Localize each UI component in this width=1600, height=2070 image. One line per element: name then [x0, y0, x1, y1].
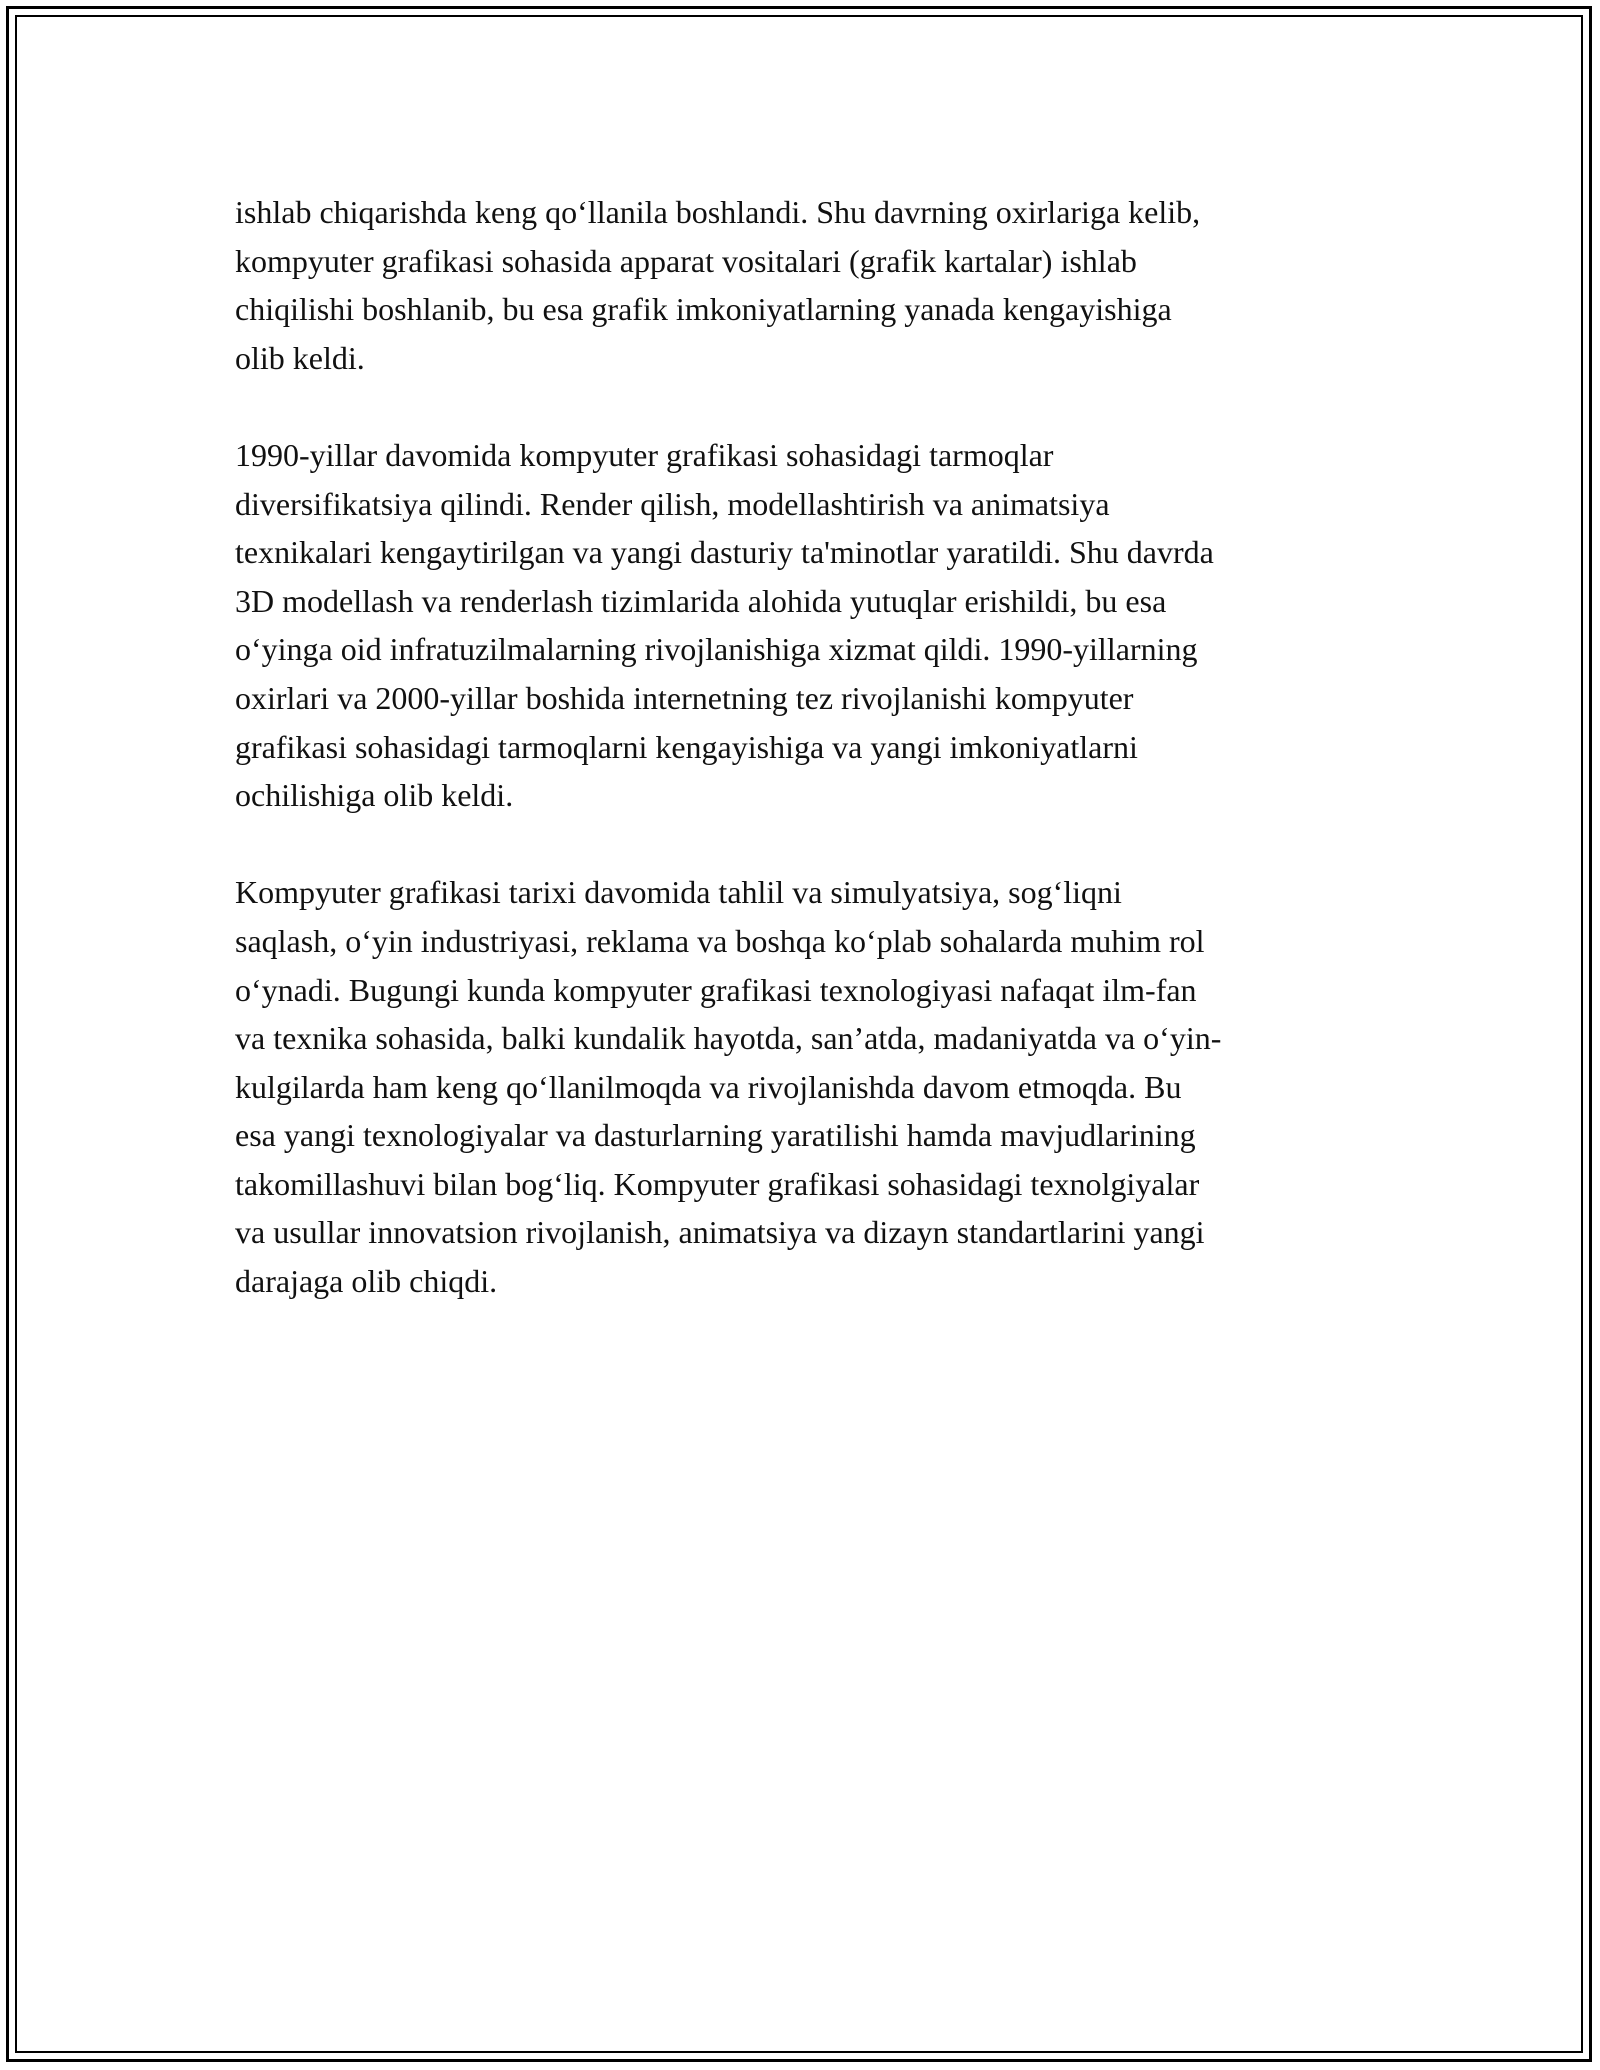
text-line: Kompyuter grafikasi tarixi davomida tahlil va simulyatsiya, sog‘liqni — [235, 874, 1122, 911]
text-line: grafikasi sohasidagi tarmoqlarni kengayishiga va yangi imkoniyatlarni — [235, 728, 1138, 765]
text-line: olib keldi. — [235, 339, 365, 376]
text-line: va texnika sohasida, balki kundalik hayotda, san’atda, madaniyatda va o‘yin- — [235, 1020, 1222, 1057]
text-line: kompyuter grafikasi sohasida apparat vositalari (grafik kartalar) ishlab — [235, 242, 1137, 279]
paragraph-3 — [235, 868, 1370, 1305]
paragraph-2 — [235, 431, 1370, 820]
text-line: va usullar innovatsion rivojlanish, animatsiya va dizayn standartlarini yangi — [235, 1214, 1205, 1251]
text-line: 1990-yillar davomida kompyuter grafikasi sohasidagi tarmoqlar — [235, 436, 1054, 473]
text-line: 3D modellash va renderlash tizimlarida alohida yutuqlar erishildi, bu esa — [235, 582, 1167, 619]
text-line: o‘yinga oid infratuzilmalarning rivojlanishiga xizmat qildi. 1990-yillarning — [235, 631, 1198, 668]
text-line: saqlash, o‘yin industriyasi, reklama va boshqa ko‘plab sohalarda muhim rol — [235, 922, 1205, 959]
text-line: ochilishiga olib keldi. — [235, 777, 514, 814]
text-line: oxirlari va 2000-yillar boshida internetning tez rivojlanishi kompyuter — [235, 679, 1134, 716]
text-line: takomillashuvi bilan bog‘liq. Kompyuter grafikasi sohasidagi texnolgiyalar — [235, 1165, 1200, 1202]
text-line: darajaga olib chiqdi. — [235, 1263, 498, 1300]
text-line: texnikalari kengaytirilgan va yangi dasturiy ta'minotlar yaratildi. Shu davrda — [235, 534, 1214, 571]
text-line: ishlab chiqarishda keng qo‘llanila boshlandi. Shu davrning oxirlariga kelib, — [235, 194, 1201, 230]
text-line: esa yangi texnologiyalar va dasturlarning yaratilishi hamda mavjudlarining — [235, 1117, 1196, 1154]
text-line: diversifikatsiya qilindi. Render qilish, modellashtirish va animatsiya — [235, 485, 1110, 522]
text-line: chiqilishi boshlanib, bu esa grafik imkoniyatlarning yanada kengayishiga — [235, 291, 1172, 328]
text-line: kulgilarda ham keng qo‘llanilmoqda va rivojlanishda davom etmoqda. Bu — [235, 1068, 1182, 1105]
document-body — [235, 188, 1370, 1354]
text-line: o‘ynadi. Bugungi kunda kompyuter grafikasi texnologiyasi nafaqat ilm-fan — [235, 971, 1197, 1008]
paragraph-1 — [235, 188, 1370, 382]
